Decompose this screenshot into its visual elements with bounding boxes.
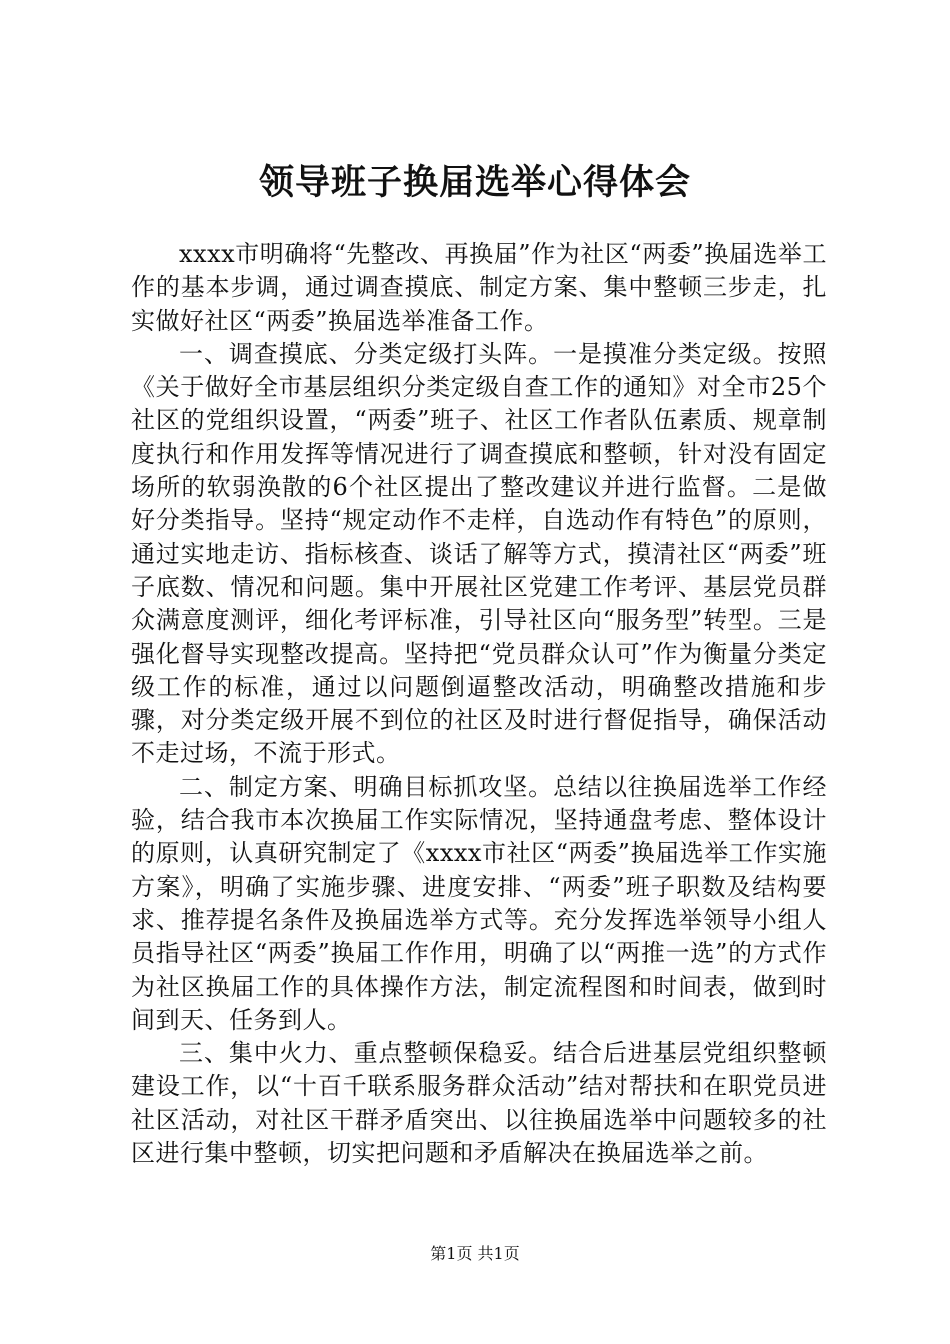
document-title: 领导班子换届选举心得体会 xyxy=(258,162,691,203)
paragraph-section-2: 二、制定方案、明确目标抓攻坚。总结以往换届选举工作经验，结合我市本次换届工作实际情况，坚持通盘考虑、整体设计的原则，认真研究制定了《xxxx市社区“两委”换届选举工作实施方案》，明确了实施步骤、进度安排、“两委”班子职数及结构要求、推荐提名条件及换届选举方式等。充分发挥选举领导小组人员指导社区“两委”换届工作作用，明确了以“两推一选”的方式作为社区换届工作的具体操作方法，制定流程图和时间表，做到时间到天、任务到人。 xyxy=(131,772,827,1034)
paragraph-section-1: 一、调查摸底、分类定级打头阵。一是摸准分类定级。按照《关于做好全市基层组织分类定级自查工作的通知》对全市25个社区的党组织设置，“两委”班子、社区工作者队伍素质、规章制度执行和作用发挥等情况进行了调查摸底和整顿，针对没有固定场所的软弱涣散的6个社区提出了整改建议并进行监督。二是做好分类指导。坚持“规定动作不走样，自选动作有特色”的原则，通过实地走访、指标核查、谈话了解等方式，摸清社区“两委”班子底数、情况和问题。集中开展社区党建工作考评、基层党员群众满意度测评，细化考评标准，引导社区向“服务型”转型。三是强化督导实现整改提高。坚持把“党员群众认可”作为衡量分类定级工作的标准，通过以问题倒逼整改活动，明确整改措施和步骤，对分类定级开展不到位的社区及时进行督促指导，确保活动不走过场，不流于形式。 xyxy=(131,339,827,768)
paragraph-intro: xxxx市明确将“先整改、再换届”作为社区“两委”换届选举工作的基本步调，通过调查摸底、制定方案、集中整顿三步走，扎实做好社区“两委”换届选举准备工作。 xyxy=(131,240,827,335)
paragraph-section-3: 三、集中火力、重点整顿保稳妥。结合后进基层党组织整顿建设工作，以“十百千联系服务群众活动”结对帮扶和在职党员进社区活动，对社区干群矛盾突出、以往换届选举中问题较多的社区进行集中整顿，切实把问题和矛盾解决在换届选举之前。 xyxy=(131,1039,827,1168)
page-footer: 第1页 共1页 xyxy=(430,1244,520,1263)
document-body xyxy=(131,238,827,1170)
